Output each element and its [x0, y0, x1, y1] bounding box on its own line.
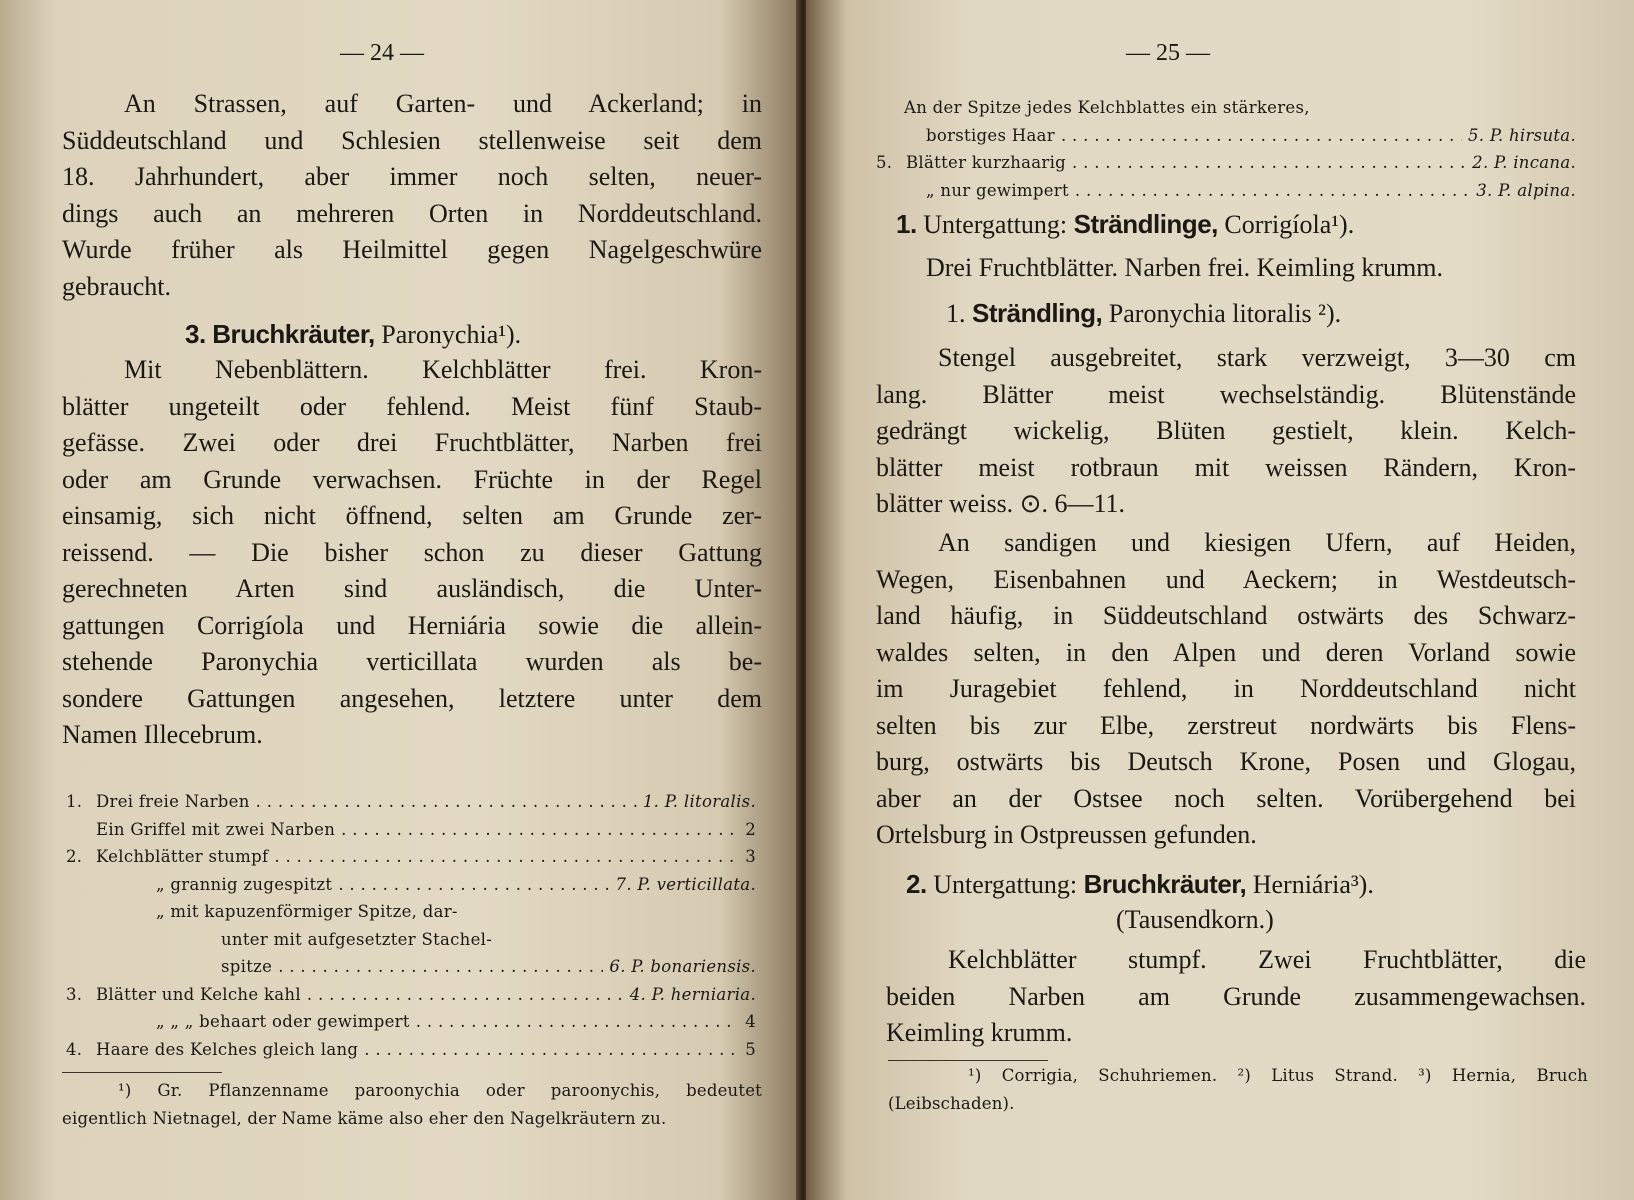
key-row: An der Spitze jedes Kelchblattes ein stärkeres, [904, 98, 1310, 117]
text-line: gattungen Corrigíola und Herniária sowie die allein- [62, 610, 762, 640]
subgenus-heading: 2. Untergattung: Bruchkräuter, Herniária³). [906, 869, 1374, 899]
text-line: stehende Paronychia verticillata wurden als be- [62, 647, 762, 676]
footnote-rule [888, 1060, 1048, 1061]
identification-key [66, 788, 756, 1063]
text-line: Kelchblätter stumpf. Zwei Fruchtblätter, die [948, 945, 1586, 974]
text-line: sondere Gattungen angesehen, letztere unter dem [62, 683, 762, 713]
key-row: borstiges Haar . . . 5. P. hirsuta. [876, 122, 1576, 150]
footnote [62, 1077, 762, 1133]
text-line: An sandigen und kiesigen Ufern, auf Heiden, [938, 528, 1576, 557]
key-row: 4. Haare des Kelches gleich lang . . . 5 [66, 1036, 756, 1064]
text-line: land häufig, in Süddeutschland ostwärts des Schwarz- [876, 601, 1576, 630]
footnote-line: (Leibschaden). [888, 1094, 1015, 1113]
subgenus-summary: Drei Fruchtblätter. Narben frei. Keimling krumm. [926, 253, 1443, 282]
text-line: dings auch an mehreren Orten in Norddeutschland. [62, 198, 762, 228]
text-line: im Juragebiet fehlend, in Norddeutschland nicht [876, 674, 1576, 703]
text-line: gebraucht. [62, 271, 172, 301]
page-number: — 25 — [1126, 40, 1210, 66]
subgenus-name: Strändlinge, [1073, 209, 1218, 239]
genus-heading [185, 316, 745, 354]
text-line: Wegen, Eisenbahnen und Aeckern; in Westdeutsch- [876, 564, 1576, 594]
text-line: beiden Narben am Grunde zusammengewachsen. [886, 981, 1586, 1011]
text-line: Süddeutschland und Schlesien stellenweise seit dem [62, 125, 762, 155]
key-row: unter mit aufgesetzter Stachel- [221, 929, 493, 949]
text-line: gerechneten Arten sind ausländisch, die Unter- [62, 574, 762, 603]
paragraph-habitat [62, 86, 762, 305]
text-line: 18. Jahrhundert, aber immer noch selten, neuer- [62, 162, 762, 191]
heading-number: 3. [185, 319, 206, 349]
subgenus-subtitle: (Tausendkorn.) [1116, 905, 1274, 934]
text-line: gedrängt wickelig, Blüten gestielt, klein. Kelch- [876, 416, 1576, 445]
text-line: gefässe. Zwei oder drei Fruchtblätter, Narben frei [62, 428, 762, 457]
footnote-line: ¹) Gr. Pflanzenname paroonychia oder paroonychis, bedeutet [118, 1081, 762, 1100]
key-row: „ nur gewimpert . . . 3. P. alpina. [876, 177, 1576, 205]
footnote [888, 1062, 1588, 1118]
heading-latin: Paronychia¹). [381, 320, 522, 349]
key-row: „ grannig zugespitzt . . . 7. P. verticillata. [66, 871, 756, 899]
text-line: blätter weiss. ⊙. 6—11. [876, 489, 1126, 518]
identification-key [876, 94, 1576, 204]
paragraph-description [62, 352, 762, 754]
subgenus-heading: 1. Untergattung: Strändlinge, Corrigíola¹). [896, 209, 1355, 239]
text-line: einsamig, sich nicht öffnend, selten am Grunde zer- [62, 501, 762, 530]
text-line: oder am Grunde verwachsen. Früchte in der Regel [62, 464, 762, 494]
text-line: Keimling krumm. [886, 1018, 1073, 1047]
text-line: selten bis zur Elbe, zerstreut nordwärts bis Flens- [876, 710, 1576, 740]
footnote-rule [62, 1072, 222, 1073]
key-row: 2. Kelchblätter stumpf . . . 3 [66, 843, 756, 871]
key-row: spitze . . . 6. P. bonariensis. [66, 953, 756, 981]
species-distribution [876, 525, 1576, 854]
page-number: — 24 — [340, 40, 424, 66]
key-row: „ „ „ behaart oder gewimpert . . . 4 [66, 1008, 756, 1036]
text-line: waldes selten, in den Alpen und deren Vorland sowie [876, 637, 1576, 667]
text-line: Stengel ausgebreitet, stark verzweigt, 3—30 cm [938, 343, 1576, 372]
text-line: aber an der Ostsee noch selten. Vorübergehend bei [876, 783, 1576, 813]
species-name: Strändling, [972, 298, 1103, 328]
key-row: 5. Blätter kurzhaarig . . . 2. P. incana. [876, 149, 1576, 177]
text-line: Ortelsburg in Ostpreussen gefunden. [876, 820, 1257, 849]
left-page [0, 0, 800, 1200]
text-line: Wurde früher als Heilmittel gegen Nagelgeschwüre [62, 235, 762, 264]
text-line: burg, ostwärts bis Deutsch Krone, Posen und Glogau, [876, 747, 1576, 776]
footnote-line: eigentlich Nietnagel, der Name käme also eher den Nagelkräutern zu. [62, 1109, 667, 1128]
species-heading: 1. Strändling, Paronychia litoralis ²). [946, 298, 1342, 328]
key-row: „ mit kapuzenförmiger Spitze, dar- [156, 902, 458, 921]
heading-name: Bruchkräuter, [212, 319, 375, 349]
footnote-line: ¹) Corrigia, Schuhriemen. ²) Litus Strand. ³) Hernia, Bruch [968, 1066, 1588, 1085]
text-line: blätter meist rotbraun mit weissen Rändern, Kron- [876, 452, 1576, 482]
text-line: Mit Nebenblättern. Kelchblätter frei. Kron- [124, 355, 762, 384]
text-line: An Strassen, auf Garten- und Ackerland; in [124, 89, 762, 118]
text-line: lang. Blätter meist wechselständig. Blütenstände [876, 379, 1576, 409]
key-row: Ein Griffel mit zwei Narben . . . 2 [66, 816, 756, 844]
right-page [806, 0, 1634, 1200]
subgenus-name: Bruchkräuter, [1083, 869, 1247, 899]
text-line: reissend. — Die bisher schon zu dieser Gattung [62, 537, 762, 567]
species-description [876, 340, 1576, 523]
subgenus-description [886, 942, 1586, 1052]
key-row: 3. Blätter und Kelche kahl . . . 4. P. herniaria. [66, 981, 756, 1009]
text-line: blätter ungeteilt oder fehlend. Meist fünf Staub- [62, 391, 762, 421]
text-line: Namen Illecebrum. [62, 720, 263, 749]
key-row: 1. Drei freie Narben . . . 1. P. litoralis. [66, 788, 756, 816]
